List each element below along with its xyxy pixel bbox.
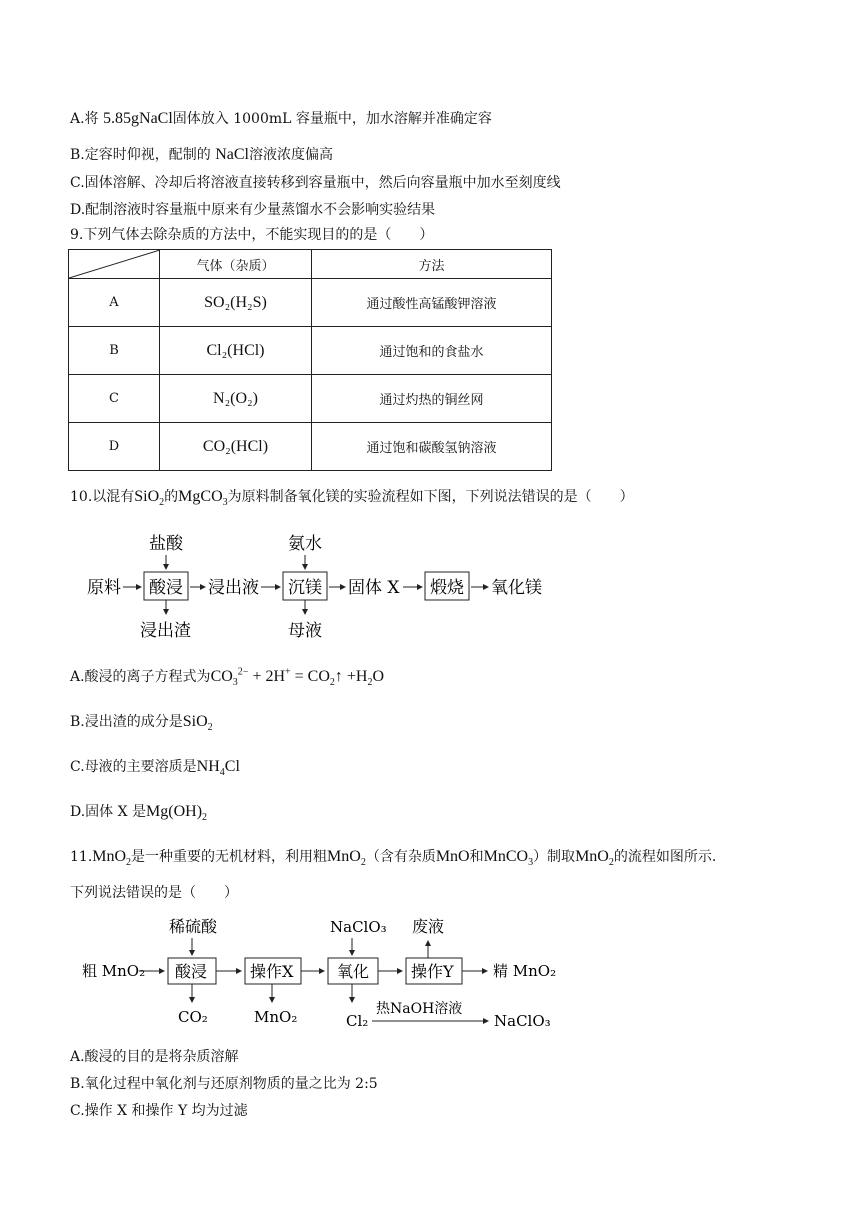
q10-option-b-pre: B.浸出渣的成分是: [70, 714, 183, 730]
q10-stem-post: 为原料制备氧化镁的实验流程如下图，下列说法错误的是（ ）: [227, 489, 634, 505]
row-method: 通过饱和的食盐水: [312, 327, 552, 375]
q8-option-b-post: 溶液浓度偏高: [248, 147, 333, 163]
header-method: 方法: [312, 250, 552, 279]
q10-option-d-pre: D.固体 X 是: [70, 804, 147, 820]
q10-stem-formula1: SiO$_2$: [134, 488, 165, 509]
q8-option-a-post: 固体放入 1000mL 容量瓶中，加水溶解并准确定容: [172, 111, 492, 127]
q11-stem-end: ）制取: [533, 849, 576, 865]
q11-flowchart: [80, 910, 580, 1035]
diagonal-header-cell: [69, 250, 160, 279]
q10-option-a-pre: A.酸浸的离子方程式为: [70, 669, 211, 685]
q11-stem-line2: 下列说法错误的是（ ）: [70, 885, 238, 901]
flow-start: 原料: [87, 578, 121, 598]
q11-stem-paren: （含有杂质: [365, 849, 436, 865]
q11-stem-and: 和: [469, 849, 484, 865]
q8-option-a-pre: A.将: [70, 111, 104, 127]
table-row: [69, 423, 552, 471]
formula-mno2: MnO$_2$: [92, 848, 132, 869]
flow-out2: 母液: [288, 621, 322, 640]
flow-out3: Cl₂: [346, 1012, 369, 1030]
q10-option-a: [70, 666, 384, 688]
ionic-equation: $CO_3^{2-} + 2H^+$ = $CO_2↑ +H_2O$: [210, 666, 385, 689]
q8-option-b-pre: B.定容时仰视，配制的: [70, 147, 216, 163]
flow-end: 氧化镁: [491, 578, 542, 598]
q10-option-d: [70, 801, 207, 823]
formula-mno: MnO: [435, 848, 470, 865]
flow-branch-label: 热NaOH溶液: [376, 1001, 463, 1017]
formula-text: MgCO: [178, 488, 223, 505]
q11-option-a: A.酸浸的目的是将杂质溶解: [70, 1049, 239, 1065]
flow-box3: 煅烧: [430, 578, 464, 598]
flow-out2: MnO₂: [254, 1008, 298, 1026]
row-gas: N₂(O₂): [160, 375, 312, 423]
flow-box2: 操作X: [250, 962, 294, 981]
flow-end: 精 MnO₂: [493, 962, 557, 980]
row-label: A: [69, 279, 160, 327]
flow-mid2: 固体 X: [348, 578, 400, 598]
row-label: C: [69, 375, 160, 423]
flow-mid1: 浸出液: [208, 578, 259, 598]
row-method: 通过酸性高锰酸钾溶液: [312, 279, 552, 327]
q8-option-a-formula: 5.85gNaCl: [103, 110, 173, 127]
table-row: [69, 327, 552, 375]
formula-mno2: MnO$_2$: [327, 848, 366, 869]
q11-option-b: B.氧化过程中氧化剂与还原剂物质的量之比为 2:5: [70, 1076, 378, 1092]
flow-in2: 氨水: [288, 534, 322, 554]
q10-stem-formula2: MgCO$_3$: [178, 488, 228, 509]
q8-option-c: C.固体溶解、冷却后将溶液直接转移到容量瓶中，然后向容量瓶中加水至刻度线: [70, 175, 561, 191]
flow-box1: 酸浸: [149, 578, 183, 598]
q11-stem-text1: 是一种重要的无机材料，利用粗: [131, 849, 328, 865]
row-label: D: [69, 423, 160, 471]
q10-stem: [70, 486, 634, 508]
q9-table: [68, 249, 552, 471]
flow-box3: 氧化: [337, 962, 370, 981]
row-method: 通过灼热的铜丝网: [312, 375, 552, 423]
flow-start: 粗 MnO₂: [82, 962, 146, 980]
flow-up4: 废液: [412, 917, 445, 936]
table-row: [69, 375, 552, 423]
q10-option-c-pre: C.母液的主要溶质是: [70, 759, 197, 775]
header-gas: 气体（杂质）: [160, 250, 312, 279]
q8-option-a: [70, 108, 492, 128]
q11-option-c: C.操作 X 和操作 Y 均为过滤: [70, 1103, 248, 1119]
row-method: 通过饱和碳酸氢钠溶液: [312, 423, 552, 471]
flow-in3: NaClO₃: [330, 918, 387, 936]
table-row: [69, 279, 552, 327]
q10-flowchart: [85, 530, 565, 640]
formula-mnco3: MnCO$_3$: [483, 848, 534, 869]
q11-stem-line1: [70, 846, 716, 868]
flow-box1: 酸浸: [175, 962, 208, 981]
flow-in1: 稀硫酸: [169, 917, 218, 936]
flow-box2: 沉镁: [288, 578, 322, 598]
row-gas: CO₂(HCl): [160, 423, 312, 471]
flow-out1: CO₂: [178, 1008, 208, 1026]
flow-out1: 浸出渣: [140, 621, 191, 640]
flow-box4: 操作Y: [411, 962, 454, 981]
formula-sio2: SiO$_2$: [182, 713, 213, 734]
q8-option-d: D.配制溶液时容量瓶中原来有少量蒸馏水不会影响实验结果: [70, 202, 436, 218]
q10-stem-pre: 10.以混有: [70, 489, 135, 505]
q10-stem-mid: 的: [164, 489, 179, 505]
q10-option-c: [70, 756, 240, 778]
flow-branch-end: NaClO₃: [494, 1012, 551, 1030]
flow-in1: 盐酸: [149, 534, 183, 554]
row-label: B: [69, 327, 160, 375]
q8-option-b-formula: NaCl: [215, 146, 249, 163]
q9-stem: 9.下列气体去除杂质的方法中，不能实现目的的是（ ）: [70, 227, 434, 243]
q11-stem-pre: 11.: [70, 849, 93, 865]
table-header-row: [69, 250, 552, 279]
row-gas: SO₂(H₂S): [160, 279, 312, 327]
formula-mno2: MnO$_2$: [575, 848, 614, 869]
formula-mgoh2: $Mg(OH)_2$: [146, 803, 208, 824]
q10-option-b: [70, 711, 213, 733]
q8-option-b: [70, 144, 333, 164]
diagonal-line: [69, 250, 160, 279]
formula-nh4cl: $NH_4Cl$: [196, 758, 240, 779]
q11-stem-end2: 的流程如图所示.: [613, 849, 717, 865]
formula-text: SiO: [134, 488, 160, 505]
row-gas: Cl₂(HCl): [160, 327, 312, 375]
